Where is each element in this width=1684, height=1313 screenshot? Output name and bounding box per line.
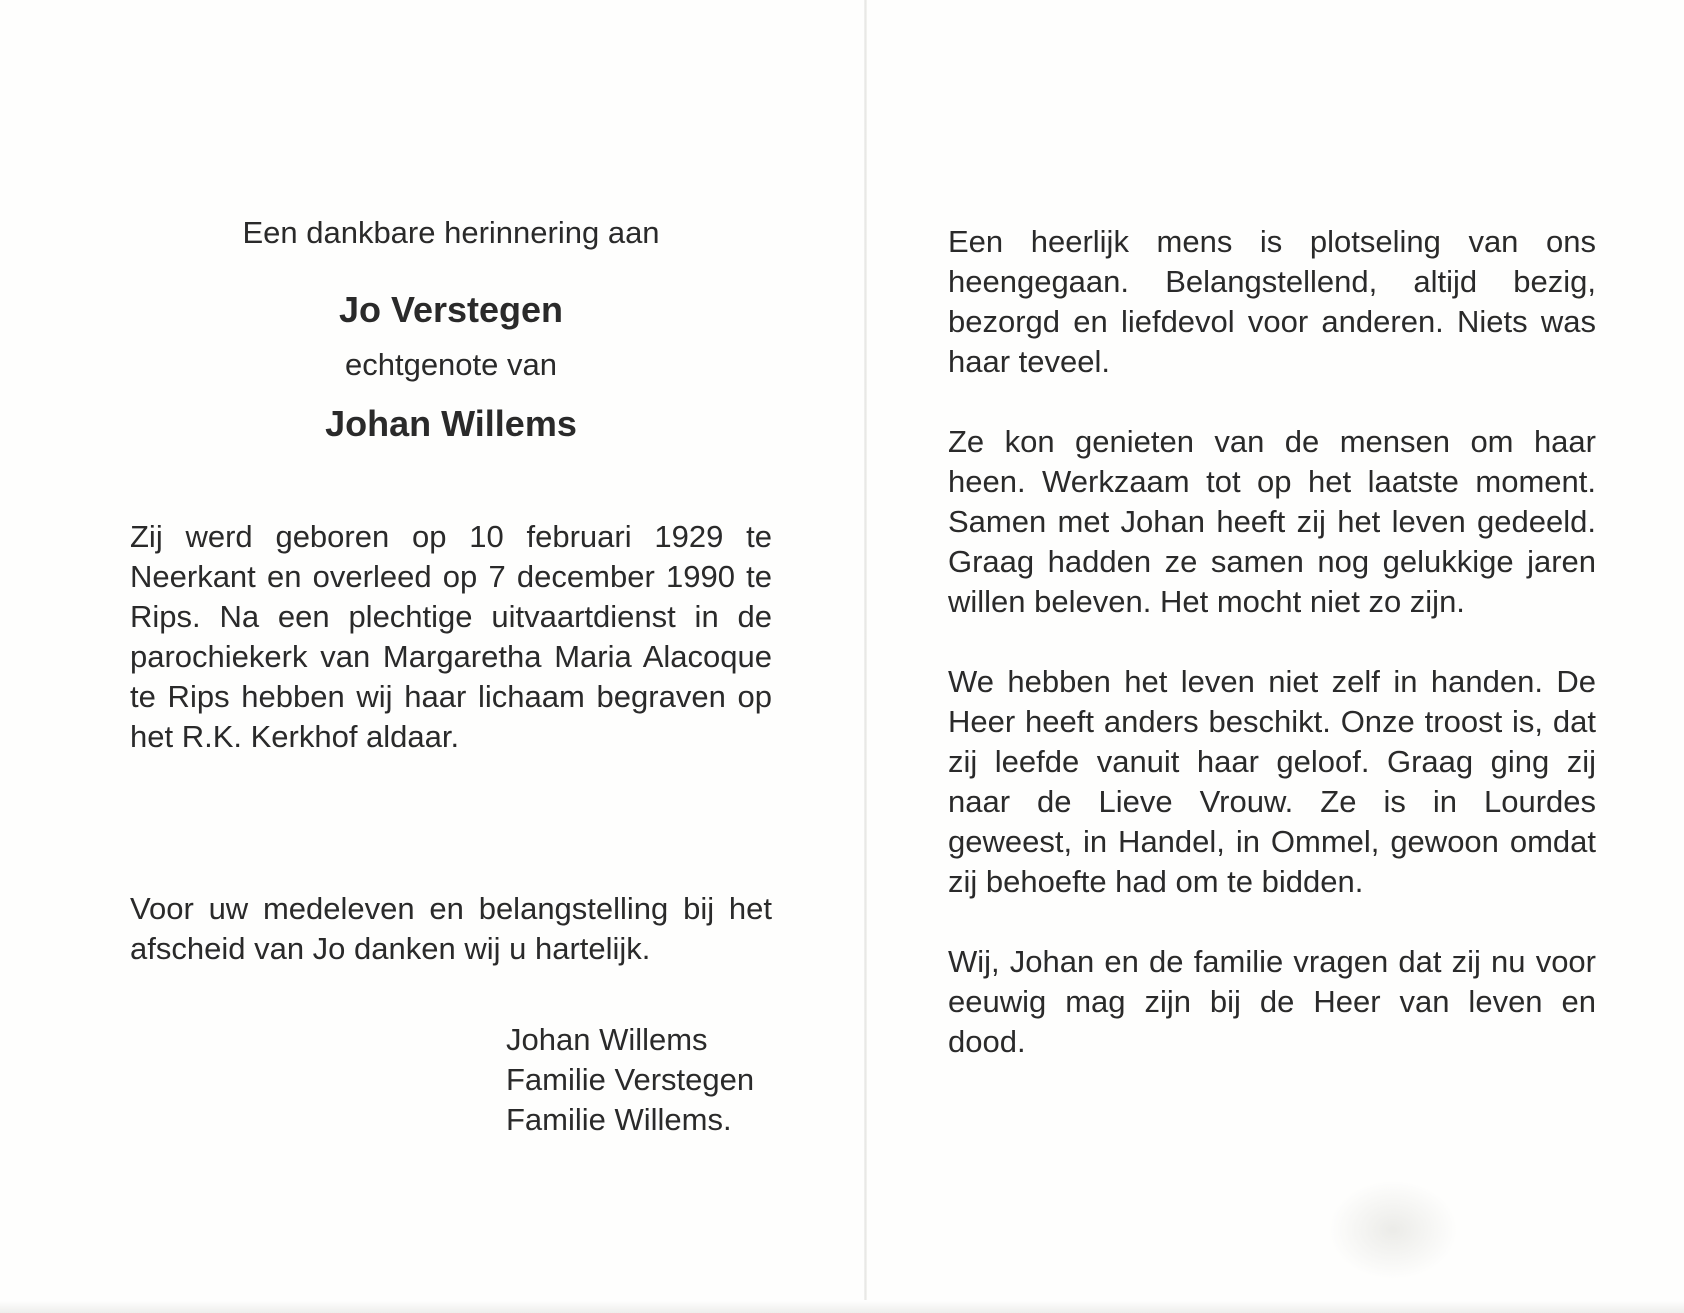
card-fold [864,0,867,1313]
right-panel [948,222,1596,1062]
signature-line: Johan Willems [506,1022,708,1057]
poem-paragraph: Een heerlijk mens is plotseling van ons heengegaan. Belangstellend, altijd bezig, bezorgd en liefdevol voor anderen. Niets was haar teveel. [948,224,1596,379]
signature-block [506,1020,754,1140]
left-panel [130,215,772,969]
thanks-paragraph: Voor uw medeleven en belangstelling bij het afscheid van Jo danken wij u hartelijk. [130,891,772,966]
relation-line: echtgenote van [344,347,557,382]
intro-line: Een dankbare herinnering aan [242,215,660,250]
signature-line: Familie Verstegen [506,1062,755,1097]
poem-paragraph: Ze kon genieten van de mensen om haar heen. Werkzaam tot op het laatste moment. Samen met Johan heeft zij het leven gedeeld. Graag hadden ze samen nog gelukkige jaren willen beleven. Het mocht niet zo zijn. [948,424,1596,619]
spouse-name: Johan Willems [325,403,577,444]
paper-stain [1328,1180,1458,1280]
poem-paragraph: We hebben het leven niet zelf in handen. De Heer heeft anders beschikt. Onze troost is, dat zij leefde vanuit haar geloof. Graag ging zij naar de Lieve Vrouw. Ze is in Lourdes geweest, in Handel, in Ommel, gewoon omdat zij behoefte had om te bidden. [948,664,1596,899]
signature-line: Familie Willems. [506,1102,732,1137]
bio-paragraph: Zij werd geboren op 10 februari 1929 te Neerkant en overleed op 7 december 1990 te Rips. Na een plechtige uitvaartdienst in de parochiekerk van Margaretha Maria Alacoque te Rips hebben wij haar lichaam begraven op het R.K. Kerkhof aldaar. [130,519,772,754]
deceased-name: Jo Verstegen [338,289,564,330]
card-bottom-edge [0,1300,1684,1313]
poem-paragraph: Wij, Johan en de familie vragen dat zij nu voor eeuwig mag zijn bij de Heer van leven en dood. [948,944,1596,1059]
